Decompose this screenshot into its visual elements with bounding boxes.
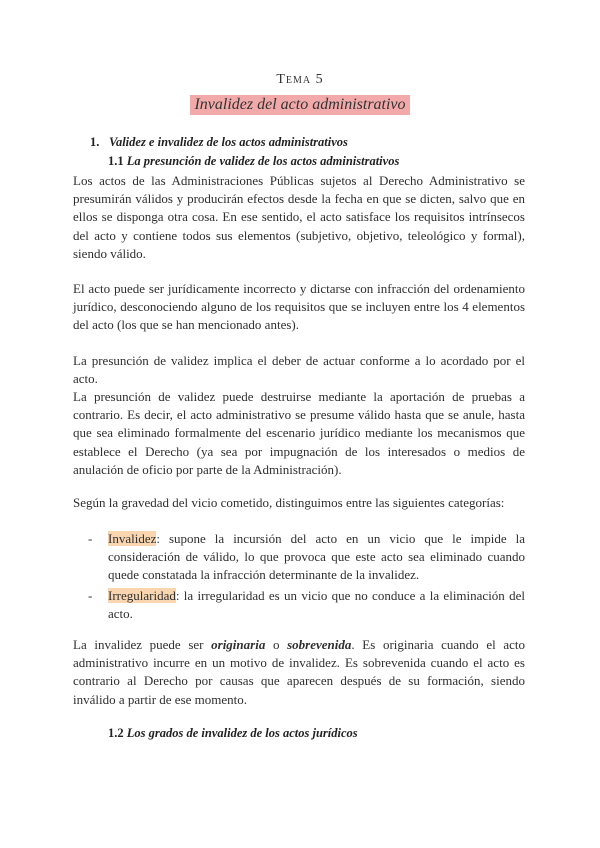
- definition-irregularidad: : la irregularidad es un vicio que no conduce a la eliminación del acto.: [108, 587, 525, 621]
- term-irregularidad: Irregularidad: [108, 587, 176, 603]
- section-title: Validez e invalidez de los actos administrativos: [109, 135, 348, 149]
- section-heading-1: [90, 135, 348, 150]
- subsection-number: 1.2: [108, 726, 124, 740]
- category-list: [88, 530, 525, 623]
- paragraph-invalidity-types: [73, 636, 525, 709]
- definition-invalidez: : supone la incursión del acto en un vicio que le impide la consideración de válido, lo que provoca que este acto sea eliminado cuando quede constatada la infracción determinante de la invalidez.: [108, 531, 525, 583]
- paragraph-presumption: Los actos de las Administraciones Públicas sujetos al Derecho Administrativo se presumirán válidos y producirán efectos desde la fecha en que se dicten, salvo que en ellos se disponga otra cosa. En ese sentido, el acto satisface los requisitos intrínsecos del acto y contiene todos sus elementos (subjetivo, objetivo, teleológico y formal), siendo válido.: [73, 173, 525, 261]
- subsection-number: 1.1: [108, 154, 124, 168]
- subsection-title: Los grados de invalidez de los actos jurídicos: [126, 726, 358, 740]
- subsection-title: La presunción de validez de los actos administrativos: [126, 154, 400, 168]
- list-item-irregularidad: [88, 587, 525, 623]
- term-invalidez: Invalidez: [108, 531, 157, 546]
- term-sobrevenida: sobrevenida: [287, 637, 352, 652]
- text-segment: o: [265, 637, 288, 652]
- paragraph-destroy-presumption: La presunción de validez puede destruirse mediante la aportación de pruebas a contrario. Es decir, el acto administrativo se presume válido hasta que se anule, hasta que sea eliminado formalmente del escenario jurídico mediante los mecanismos que establece el Derecho (ya sea por impugnación de los interesados o medios de anulación de oficio por parte de la Administración).: [73, 389, 525, 477]
- text-segment: . Es originaria cuando el acto administrativo incurre en un motivo de invalidez. Es sobrevenida cuando el acto es contrario al Derecho por causas que aparecen después de su formación, siendo inválido a partir de ese momento.: [73, 637, 525, 707]
- paragraph-categories: Según la gravedad del vicio cometido, distinguimos entre las siguientes categorías:: [73, 495, 505, 510]
- title-wrapper: [0, 94, 600, 115]
- list-item-invalidez: [88, 530, 525, 585]
- section-number: 1.: [90, 135, 100, 149]
- paragraph-incorrect-act: El acto puede ser jurídicamente incorrecto y dictarse con infracción del ordenamiento jurídico, desconociendo alguno de los requisitos que se incluyen entre los 4 elementos del acto (los que se han mencionado antes).: [73, 281, 525, 333]
- subsection-heading-1-1: [108, 154, 399, 169]
- topic-label: Tema 5: [276, 72, 324, 87]
- document-title: Invalidez del acto administrativo: [190, 95, 409, 115]
- paragraph-duty: La presunción de validez implica el deber de actuar conforme a lo acordado por el acto.: [73, 353, 525, 387]
- dash-marker: -: [88, 587, 93, 603]
- subsection-heading-1-2: [108, 726, 358, 741]
- dash-marker: -: [88, 531, 93, 546]
- term-originaria: originaria: [211, 637, 266, 652]
- text-segment: La invalidez puede ser: [73, 637, 212, 652]
